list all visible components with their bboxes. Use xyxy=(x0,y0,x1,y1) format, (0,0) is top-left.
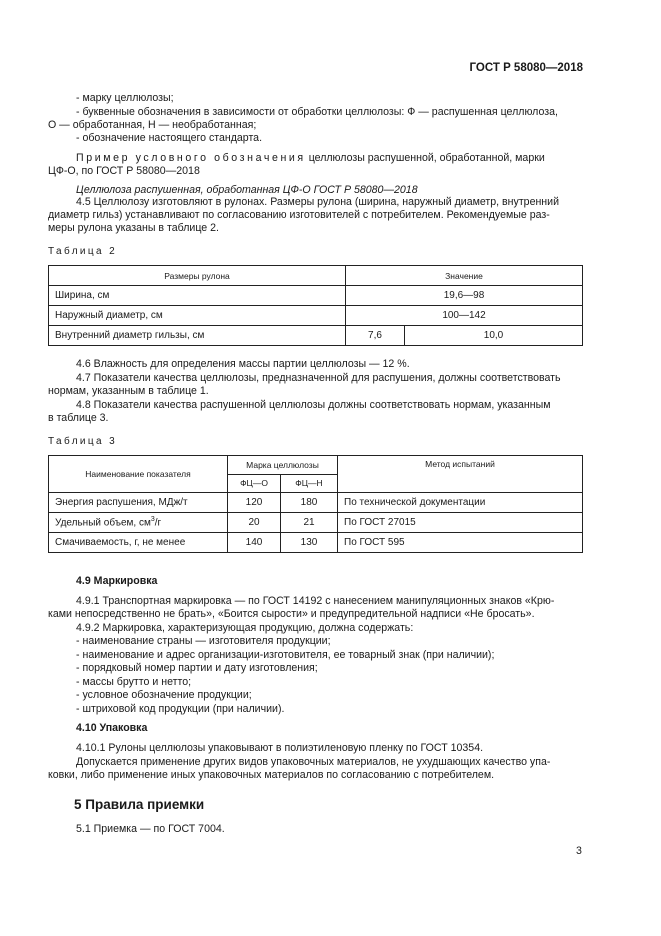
paragraph-4-9-2: 4.9.2 Маркировка, характеризующая продукцию, должна содержать: xyxy=(76,622,414,634)
table-header-cell: ФЦ—Н xyxy=(281,474,338,493)
table-cell: Энергия распушения, МДж/т xyxy=(49,493,228,513)
table-cell: Наружный диаметр, см xyxy=(49,306,346,326)
cell-text: /г xyxy=(154,517,162,529)
table-row xyxy=(49,533,583,553)
table-cell xyxy=(49,513,228,533)
section-4-9-heading: 4.9 Маркировка xyxy=(76,575,158,587)
section-4-10-heading: 4.10 Упаковка xyxy=(76,722,148,734)
page-number: 3 xyxy=(576,845,582,857)
table-header-cell: ФЦ—О xyxy=(228,474,281,493)
table-header-cell: Размеры рулона xyxy=(49,266,346,286)
table-cell: Смачиваемость, г, не менее xyxy=(49,533,228,553)
table-cell: 10,0 xyxy=(405,326,583,346)
example-italic: Целлюлоза распушенная, обработанная ЦФ-О ГОСТ Р 58080—2018 xyxy=(76,184,418,196)
table-row xyxy=(49,493,583,513)
paragraph-4-9-1-line: ками непосредственно не брать», «Боится сырости» и предупредительной надписи «Не бросать». xyxy=(48,608,535,620)
paragraph-4-5-line: меры рулона указаны в таблице 2. xyxy=(48,222,219,234)
table-header-cell: Значение xyxy=(346,266,583,286)
table-header-cell: Марка целлюлозы xyxy=(228,456,338,475)
table-header-row xyxy=(49,456,583,475)
table-cell: Внутренний диаметр гильзы, см xyxy=(49,326,346,346)
paragraph-5-1: 5.1 Приемка — по ГОСТ 7004. xyxy=(76,823,225,835)
table-header-row xyxy=(49,266,583,286)
table-cell: 19,6—98 xyxy=(346,286,583,306)
paragraph-4-8: 4.8 Показатели качества распушенной целлюлозы должны соответствовать нормам, указанным xyxy=(76,399,551,411)
table-3 xyxy=(48,455,583,553)
list-item: - порядковый номер партии и дату изготовления; xyxy=(76,662,318,674)
table-cell: 120 xyxy=(228,493,281,513)
table-cell: 180 xyxy=(281,493,338,513)
list-item: - условное обозначение продукции; xyxy=(76,689,252,701)
section-5-heading: 5 Правила приемки xyxy=(74,797,205,812)
table-cell: 140 xyxy=(228,533,281,553)
example-line-2: ЦФ-О, по ГОСТ Р 58080—2018 xyxy=(48,165,200,177)
paragraph-4-10-text: Допускается применение других видов упаковочных материалов, не ухудшающих качество упа- xyxy=(76,756,551,768)
document-id: ГОСТ Р 58080—2018 xyxy=(469,62,583,74)
example-paragraph xyxy=(76,152,545,165)
table-cell: 7,6 xyxy=(346,326,405,346)
table-row xyxy=(49,306,583,326)
paragraph-4-7: 4.7 Показатели качества целлюлозы, предназначенной для распушения, должны соответствовать xyxy=(76,372,561,384)
example-text: целлюлозы распушенной, обработанной, марки xyxy=(305,152,545,164)
table-cell: 20 xyxy=(228,513,281,533)
list-item: - наименование страны — изготовителя продукции; xyxy=(76,635,331,647)
table-header-cell: Метод испытаний xyxy=(338,456,583,493)
table-2-caption: Таблица 2 xyxy=(48,246,118,257)
table-cell: 100—142 xyxy=(346,306,583,326)
table-row xyxy=(49,326,583,346)
table-row xyxy=(49,286,583,306)
list-item: - обозначение настоящего стандарта. xyxy=(76,132,263,144)
table-header-cell: Наименование показателя xyxy=(49,456,228,493)
table-cell: По ГОСТ 27015 xyxy=(338,513,583,533)
table-3-caption: Таблица 3 xyxy=(48,436,118,447)
paragraph-4-6: 4.6 Влажность для определения массы партии целлюлозы — 12 %. xyxy=(76,358,410,370)
list-item: - марку целлюлозы; xyxy=(76,92,174,104)
table-2 xyxy=(48,265,583,346)
list-item-continuation: О — обработанная, Н — необработанная; xyxy=(48,119,257,131)
paragraph-4-10-1: 4.10.1 Рулоны целлюлозы упаковывают в полиэтиленовую пленку по ГОСТ 10354. xyxy=(76,742,484,754)
list-item: - штриховой код продукции (при наличии). xyxy=(76,703,285,715)
paragraph-4-5: 4.5 Целлюлозу изготовляют в рулонах. Размеры рулона (ширина, наружный диаметр, внутренний xyxy=(76,196,559,208)
cell-text: Удельный объем, см xyxy=(55,517,151,529)
list-item: - массы брутто и нетто; xyxy=(76,676,192,688)
table-cell: 130 xyxy=(281,533,338,553)
paragraph-4-7-line: нормам, указанным в таблице 1. xyxy=(48,385,209,397)
paragraph-4-8-line: в таблице 3. xyxy=(48,412,109,424)
table-row xyxy=(49,513,583,533)
list-item: - наименование и адрес организации-изготовителя, ее товарный знак (при наличии); xyxy=(76,649,495,661)
table-cell: По ГОСТ 595 xyxy=(338,533,583,553)
table-cell: По технической документации xyxy=(338,493,583,513)
table-cell: Ширина, см xyxy=(49,286,346,306)
table-cell: 21 xyxy=(281,513,338,533)
paragraph-4-5-line: диаметр гильз) устанавливают по согласованию изготовителей с потребителем. Рекомендуемые раз- xyxy=(48,209,550,221)
list-item: - буквенные обозначения в зависимости от обработки целлюлозы: Ф — распушенная целлюлоза, xyxy=(76,106,558,118)
superscript: 3 xyxy=(150,516,155,524)
paragraph-4-9-1: 4.9.1 Транспортная маркировка — по ГОСТ 14192 с нанесением манипуляционных знаков «Крю- xyxy=(76,595,555,607)
paragraph-4-10-text: ковки, либо применение иных упаковочных материалов по согласованию с потребителем. xyxy=(48,769,495,781)
example-label: Пример условного обозначения xyxy=(76,152,306,164)
